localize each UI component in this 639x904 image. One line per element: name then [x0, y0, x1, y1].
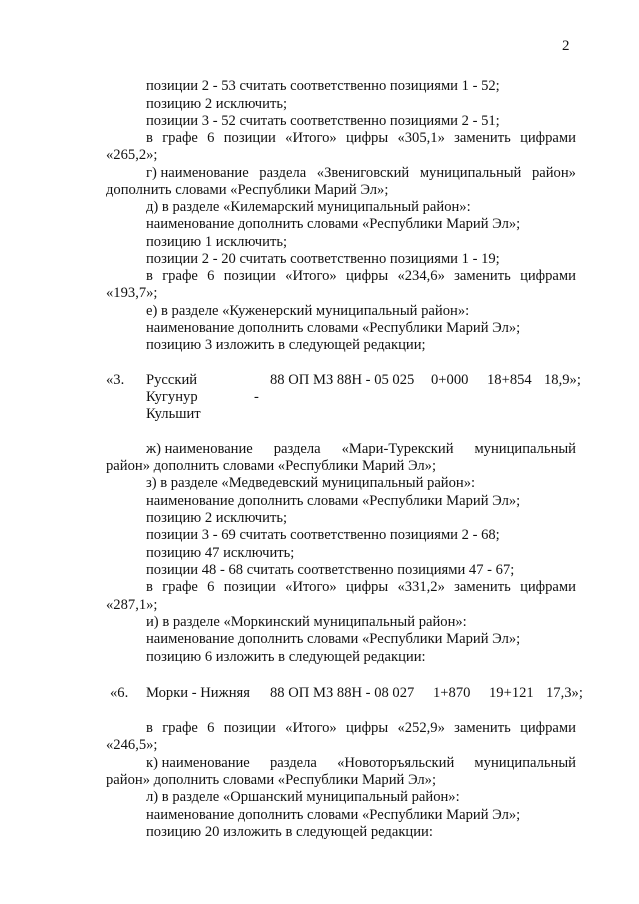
road-code: 88 ОП МЗ 88Н - 08 027 — [270, 685, 415, 701]
text-line: «287,1»; — [106, 597, 158, 613]
text-line: позиции 3 - 69 считать соответственно позициями 2 - 68; — [146, 527, 500, 543]
justified-line: г) наименование раздела «Звениговский муниципальный район» — [146, 165, 576, 181]
row-number: «3. — [106, 372, 125, 388]
text-line: наименование дополнить словами «Республики Марий Эл»; — [146, 807, 521, 823]
text-line: район» дополнить словами «Республики Марий Эл»; — [106, 458, 437, 474]
text-line: позиции 2 - 20 считать соответственно позициями 1 - 19; — [146, 251, 500, 267]
text-line: л) в разделе «Оршанский муниципальный район»: — [146, 789, 460, 805]
text-line: район» дополнить словами «Республики Марий Эл»; — [106, 772, 437, 788]
justified-line: в графе 6 позиции «Итого» цифры «252,9» заменить цифрами — [146, 720, 576, 736]
text-line: «246,5»; — [106, 737, 158, 753]
start-km: 0+000 — [431, 372, 469, 388]
text-line: и) в разделе «Моркинский муниципальный район»: — [146, 614, 467, 630]
justified-line: ж) наименование раздела «Мари-Турекский муниципальный — [146, 441, 576, 457]
text-line: позицию 2 исключить; — [146, 510, 288, 526]
road-name-line: Кульшит — [146, 406, 201, 422]
justified-line: в графе 6 позиции «Итого» цифры «331,2» заменить цифрами — [146, 579, 576, 595]
text-line: дополнить словами «Республики Марий Эл»; — [106, 182, 389, 198]
road-name-line: Кугунур — [146, 389, 198, 405]
text-line: позицию 20 изложить в следующей редакции: — [146, 824, 433, 840]
text-line: «193,7»; — [106, 285, 158, 301]
text-line: позицию 47 исключить; — [146, 545, 295, 561]
start-km: 1+870 — [433, 685, 471, 701]
text-line: «265,2»; — [106, 147, 158, 163]
text-line: з) в разделе «Медведевский муниципальный район»: — [146, 475, 476, 491]
name-dash: - — [254, 389, 259, 405]
text-line: д) в разделе «Килемарский муниципальный район»: — [146, 199, 471, 215]
text-line: позиции 3 - 52 считать соответственно позициями 2 - 51; — [146, 113, 500, 129]
road-code: 88 ОП МЗ 88Н - 05 025 — [270, 372, 415, 388]
road-name-line: Русский — [146, 372, 198, 388]
text-line: позиции 2 - 53 считать соответственно позициями 1 - 52; — [146, 78, 500, 94]
text-line: позицию 6 изложить в следующей редакции: — [146, 649, 426, 665]
length-km: 17,3»; — [546, 685, 583, 701]
text-line: позицию 1 исключить; — [146, 234, 288, 250]
text-line: наименование дополнить словами «Республики Марий Эл»; — [146, 216, 521, 232]
page-number: 2 — [562, 38, 570, 54]
text-line: наименование дополнить словами «Республики Марий Эл»; — [146, 631, 521, 647]
end-km: 18+854 — [487, 372, 532, 388]
text-line: позицию 2 исключить; — [146, 96, 288, 112]
text-line: наименование дополнить словами «Республики Марий Эл»; — [146, 493, 521, 509]
text-line: позицию 3 изложить в следующей редакции; — [146, 337, 426, 353]
text-line: позиции 48 - 68 считать соответственно позициями 47 - 67; — [146, 562, 515, 578]
row-number: «6. — [110, 685, 129, 701]
justified-line: в графе 6 позиции «Итого» цифры «305,1» заменить цифрами — [146, 130, 576, 146]
text-line: е) в разделе «Куженерский муниципальный район»: — [146, 303, 470, 319]
justified-line: в графе 6 позиции «Итого» цифры «234,6» заменить цифрами — [146, 268, 576, 284]
road-name: Морки - Нижняя — [146, 685, 250, 701]
text-line: наименование дополнить словами «Республики Марий Эл»; — [146, 320, 521, 336]
justified-line: к) наименование раздела «Новоторъяльский муниципальный — [146, 755, 576, 771]
length-km: 18,9»; — [544, 372, 581, 388]
end-km: 19+121 — [489, 685, 534, 701]
